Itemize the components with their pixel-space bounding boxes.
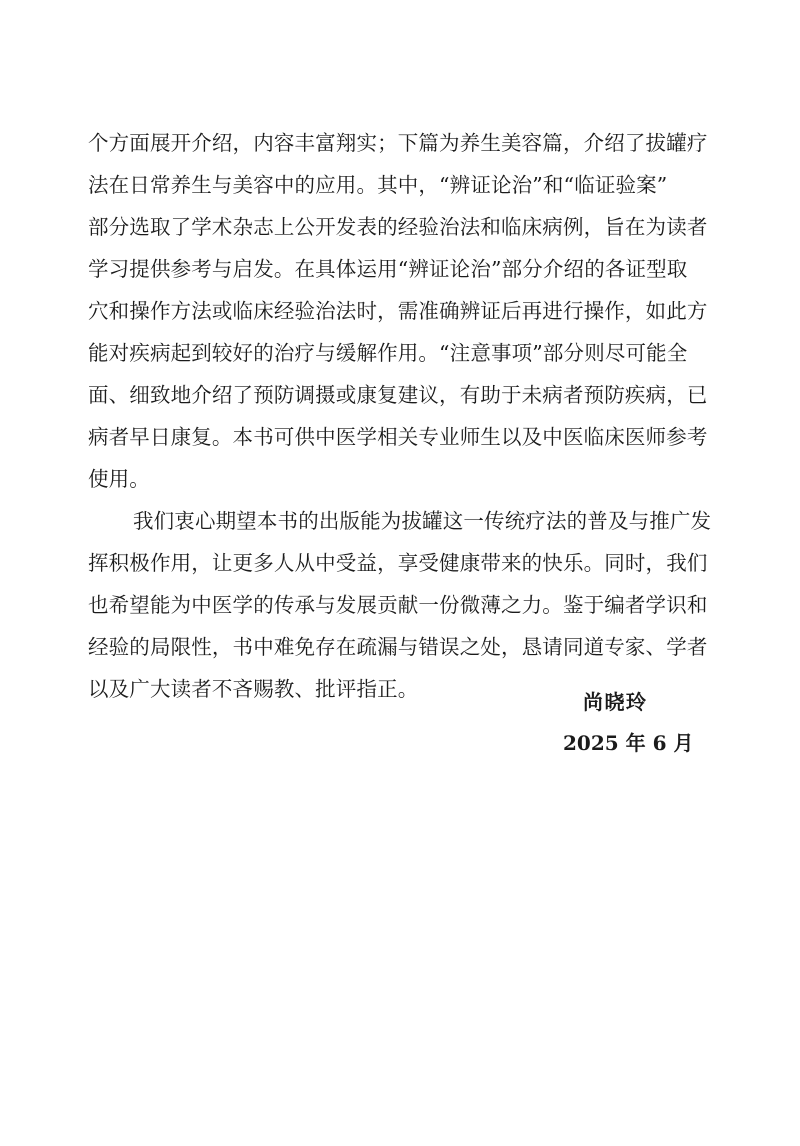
paragraph-line: 以及广大读者不吝赐教、批评指正。 [88,677,419,701]
paragraph-line: 也希望能为中医学的传承与发展贡献一份微薄之力。鉴于编者学识和 [88,593,708,617]
paragraph-line: 部分选取了学术杂志上公开发表的经验治法和临床病例，旨在为读者 [88,215,708,239]
signature-date: 2025 年 6 月 [563,731,694,755]
paragraph-line: 使用。 [88,467,150,491]
paragraph-line: 穴和操作方法或临床经验治法时，需准确辨证后再进行操作，如此方 [88,299,708,323]
paragraph-line: 个方面展开介绍，内容丰富翔实；下篇为养生美容篇，介绍了拔罐疗 [88,131,708,155]
paragraph-line: 法在日常养生与美容中的应用。其中，“辨证论治”和“临证验案” [88,173,668,197]
paragraph-line: 能对疾病起到较好的治疗与缓解作用。“注意事项”部分则尽可能全 [88,341,688,365]
paragraph-line: 病者早日康复。本书可供中医学相关专业师生以及中医临床医师参考 [88,425,708,449]
paragraph-line: 经验的局限性，书中难免存在疏漏与错误之处，恳请同道专家、学者 [88,635,708,659]
paragraph-line: 我们衷心期望本书的出版能为拔罐这一传统疗法的普及与推广发 [133,509,712,533]
author-name: 尚晓玲 [583,690,648,714]
paragraph-line: 面、细致地介绍了预防调摄或康复建议，有助于未病者预防疾病，已 [88,383,708,407]
paragraph-line: 挥积极作用，让更多人从中受益，享受健康带来的快乐。同时，我们 [88,551,708,575]
paragraph-line: 学习提供参考与启发。在具体运用“辨证论治”部分介绍的各证型取 [88,257,688,281]
